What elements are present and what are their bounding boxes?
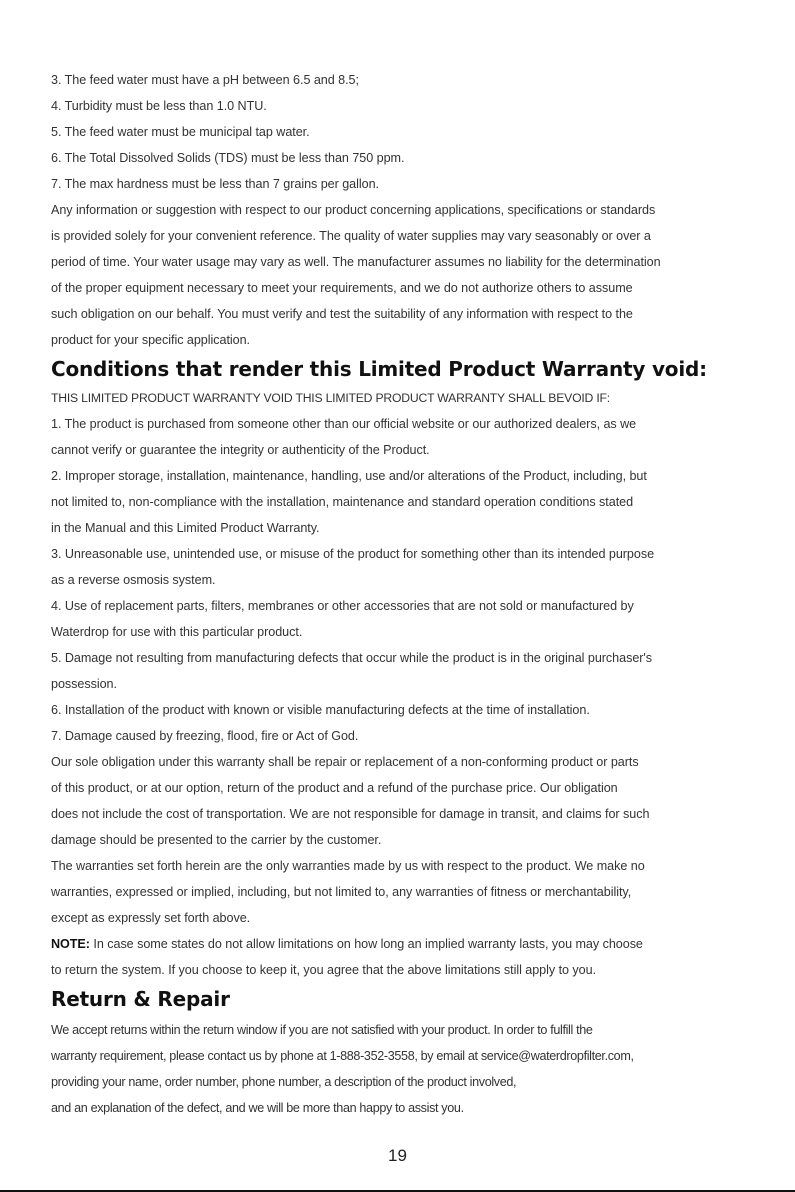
list-item: 7. The max hardness must be less than 7 grains per gallon.	[51, 177, 379, 191]
text-line: 7. Damage caused by freezing, flood, fire or Act of God.	[51, 729, 359, 743]
text-line: not limited to, non-compliance with the installation, maintenance and standard operation conditions stated	[51, 495, 634, 509]
text-line: 1. The product is purchased from someone other than our official website or our authorized dealers, as we	[51, 417, 637, 431]
text-line: period of time. Your water usage may vary as well. The manufacturer assumes no liability for the determination	[51, 255, 661, 269]
list-item: 6. The Total Dissolved Solids (TDS) must be less than 750 ppm.	[51, 151, 405, 165]
text-line: Waterdrop for use with this particular product.	[51, 625, 303, 639]
text-line: We accept returns within the return window if you are not satisfied with your product. In order to fulfill the	[51, 1023, 593, 1037]
list-item: 5. The feed water must be municipal tap water.	[51, 125, 310, 139]
text-line: 3. Unreasonable use, unintended use, or misuse of the product for something other than its intended purpose	[51, 547, 655, 561]
text-line: Our sole obligation under this warranty shall be repair or replacement of a non-conforming product or parts	[51, 755, 639, 769]
note-line	[51, 931, 751, 957]
page-content	[51, 67, 751, 1121]
text-line: damage should be presented to the carrier by the customer.	[51, 833, 382, 847]
text-line: is provided solely for your convenient reference. The quality of water supplies may vary seasonably or over a	[51, 229, 651, 243]
text-line: 2. Improper storage, installation, maintenance, handling, use and/or alterations of the Product, including, but	[51, 469, 647, 483]
list-item: 3. The feed water must have a pH between 6.5 and 8.5;	[51, 73, 359, 87]
text-line: as a reverse osmosis system.	[51, 573, 216, 587]
text-line: product for your specific application.	[51, 333, 251, 347]
water-requirements-list	[51, 67, 751, 197]
text-line: except as expressly set forth above.	[51, 911, 251, 925]
void-conditions-list	[51, 411, 751, 931]
text-line: of this product, or at our option, return of the product and a refund of the purchase price. Our obligation	[51, 781, 618, 795]
return-paragraph	[51, 1017, 751, 1121]
text-line: in the Manual and this Limited Product Warranty.	[51, 521, 320, 535]
text-line: 6. Installation of the product with known or visible manufacturing defects at the time of installation.	[51, 703, 590, 717]
note-text: In case some states do not allow limitations on how long an implied warranty lasts, you may choose	[89, 937, 643, 951]
text-line: cannot verify or guarantee the integrity or authenticity of the Product.	[51, 443, 430, 457]
text-line: does not include the cost of transportation. We are not responsible for damage in transit, and claims for such	[51, 807, 650, 821]
list-item: 4. Turbidity must be less than 1.0 NTU.	[51, 99, 267, 113]
page-number: 19	[388, 1146, 407, 1165]
text-line: such obligation on our behalf. You must verify and test the suitability of any information with respect to the	[51, 307, 633, 321]
text-line: warranty requirement, please contact us by phone at 1-888-352-3558, by email at service@waterdropfilter.com,	[51, 1049, 634, 1063]
text-line: to return the system. If you choose to keep it, you agree that the above limitations still apply to you.	[51, 963, 597, 977]
text-line: providing your name, order number, phone number, a description of the product involved,	[51, 1075, 517, 1089]
text-line: 4. Use of replacement parts, filters, membranes or other accessories that are not sold or manufactured by	[51, 599, 634, 613]
text-line: 5. Damage not resulting from manufacturing defects that occur while the product is in the original purchaser's	[51, 651, 653, 665]
disclaimer-paragraph	[51, 197, 751, 353]
section-heading-warranty-void: Conditions that render this Limited Product Warranty void:	[51, 357, 707, 381]
text-line: possession.	[51, 677, 117, 691]
text-line: warranties, expressed or implied, including, but not limited to, any warranties of fitness or merchantability,	[51, 885, 632, 899]
void-conditions-intro: THIS LIMITED PRODUCT WARRANTY VOID THIS LIMITED PRODUCT WARRANTY SHALL BEVOID IF:	[51, 391, 610, 405]
text-line: of the proper equipment necessary to meet your requirements, and we do not authorize others to assume	[51, 281, 633, 295]
text-line: The warranties set forth herein are the only warranties made by us with respect to the product. We make no	[51, 859, 645, 873]
text-line: Any information or suggestion with respect to our product concerning applications, specifications or standards	[51, 203, 656, 217]
section-heading-return-repair: Return & Repair	[51, 987, 230, 1011]
text-line: and an explanation of the defect, and we will be more than happy to assist you.	[51, 1101, 464, 1115]
note-label: NOTE:	[51, 937, 90, 951]
